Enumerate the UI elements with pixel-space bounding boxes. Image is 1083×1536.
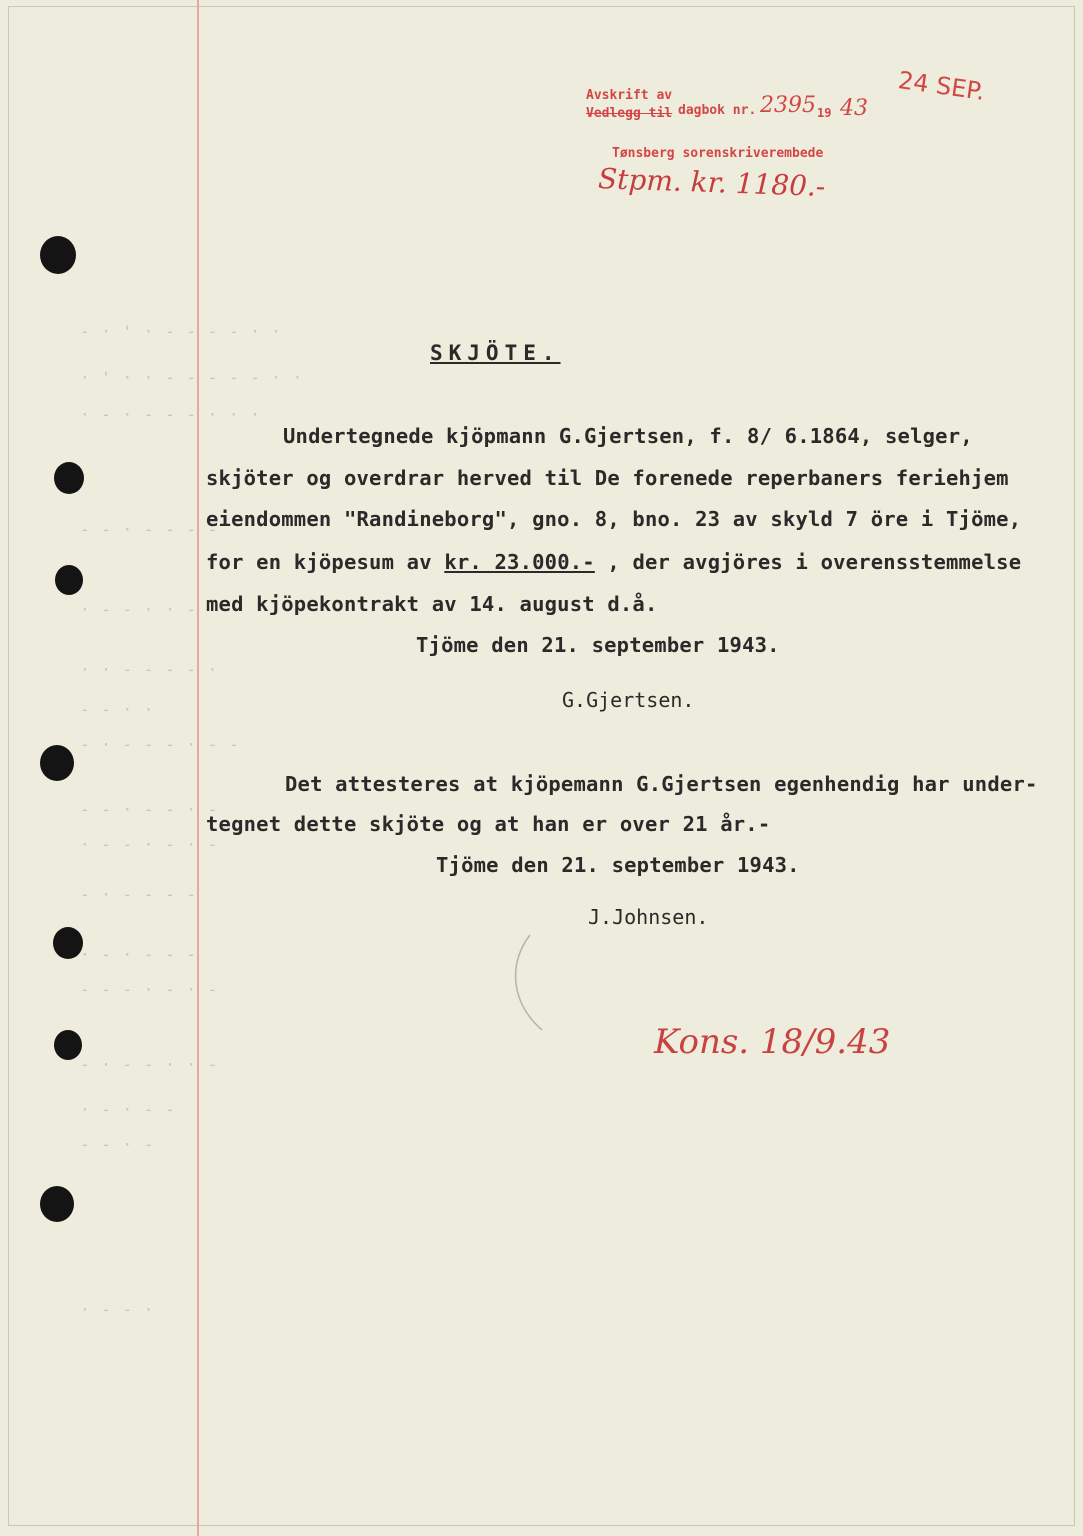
attest-line-2: tegnet dette skjöte og at han er over 21 år.- xyxy=(206,812,771,836)
signature-witness: J.Johnsen. xyxy=(588,905,709,929)
stamp-dagbok-label: dagbok nr. xyxy=(678,103,757,118)
punch-hole xyxy=(53,927,83,959)
stamp-year: 43 xyxy=(840,96,868,121)
signature-seller: G.Gjertsen. xyxy=(562,688,695,712)
stamp-dagbok-number: 2395 xyxy=(760,93,816,118)
purchase-price: kr. 23.000.- xyxy=(444,550,595,574)
margin-line xyxy=(197,0,199,1536)
punch-hole xyxy=(40,1186,74,1222)
stamp-year-prefix: 19 xyxy=(817,106,832,120)
price-text-before: for en kjöpesum av xyxy=(206,550,445,574)
place-date-1: Tjöme den 21. september 1943. xyxy=(416,633,780,657)
paragraph-line-3: eiendommen "Randineborg", gno. 8, bno. 23 av skyld 7 öre i Tjöme, xyxy=(206,507,1022,531)
handwritten-note: Kons. 18/9.43 xyxy=(654,1022,891,1062)
place-date-2: Tjöme den 21. september 1943. xyxy=(436,853,800,877)
paragraph-line-2: skjöter og overdrar herved til De forenede reperbaners feriehjem xyxy=(206,466,1009,490)
punch-hole xyxy=(40,236,76,274)
scan-border xyxy=(8,6,1075,1526)
paragraph-line-5: med kjöpekontrakt av 14. august d.å. xyxy=(206,592,658,616)
date-stamp: 24 SEP. xyxy=(896,66,987,106)
stamp-office: Tønsberg sorenskriverembede xyxy=(612,146,824,161)
price-text-after: , der avgjöres i overensstemmelse xyxy=(594,550,1022,574)
paragraph-line-4 xyxy=(206,550,1021,574)
paragraph-line-1: Undertegnede kjöpmann G.Gjertsen, f. 8/ 6.1864, selger, xyxy=(283,424,973,448)
punch-hole xyxy=(40,745,74,781)
punch-hole xyxy=(54,462,84,494)
punch-hole xyxy=(54,1030,82,1060)
stamp-handwritten-ref: Stpm. kr. 1180.- xyxy=(597,162,826,203)
attest-line-1: Det attesteres at kjöpemann G.Gjertsen egenhendig har under- xyxy=(285,772,1038,796)
stamp-line-avskrift: Avskrift av xyxy=(586,88,673,103)
document-page: - · ' · - - - - · · · ' · · - - - - - · · · - · - - - · · · - - · - - - - · - - · · - · · - - - - · - - · · - · - - - · - - - - · - - · - · - - · - · - - · - - - - · - · - - - - - - · - · - - · - - · · - · - · - - - - · - · - - · Avskrift av Vedlegg til dagbok nr. 2395 19 43 Tønsberg sorenskriverembede Stpm. kr. 1180.- 24 SEP. SKJÖTE. Undertegnede kjöpmann G.Gjertsen, f. 8/ 6.1864, selger, skjöter og overdrar herved til De forenede reperbaners feriehjem eiendommen "Randineborg", gno. 8, bno. 23 av skyld 7 öre i Tjöme, for en kjöpesum av kr. 23.000.- , der avgjöres i overensstemmelse med kjöpekontrakt av 14. august d.å. Tjöme den 21. september 1943. G.Gjertsen. Det attesteres at kjöpemann G.Gjertsen egenhendig har under- tegnet dette skjöte og at han er over 21 år.- Tjöme den 21. september 1943. J.Johnsen. Kons. 18/9.43 xyxy=(0,0,1083,1536)
stamp-line-vedlegg: Vedlegg til xyxy=(586,106,673,121)
document-title: SKJÖTE. xyxy=(430,341,561,365)
punch-hole xyxy=(55,565,83,595)
pencil-mark xyxy=(490,930,570,1040)
